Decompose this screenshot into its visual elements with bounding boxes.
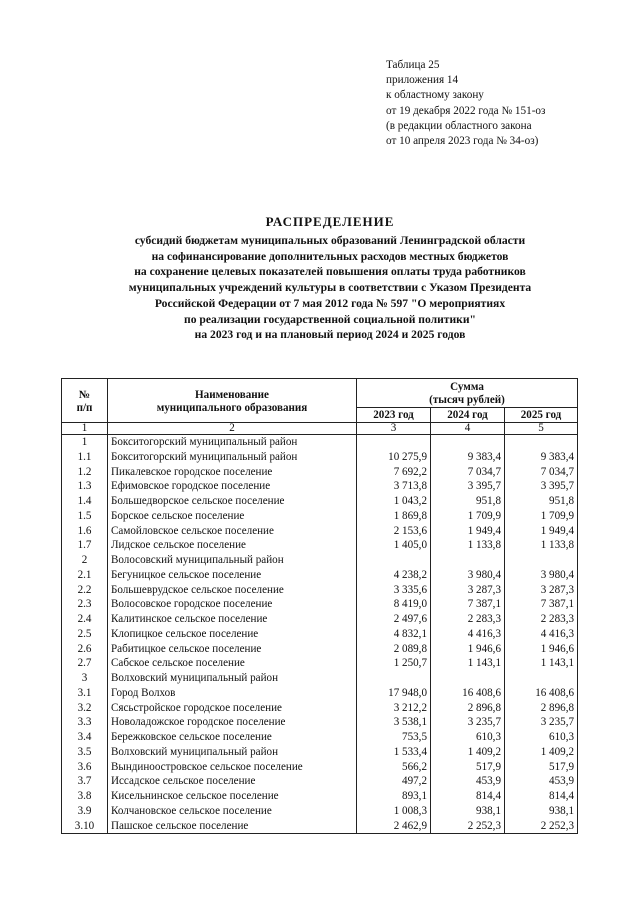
- table-row: [62, 701, 578, 716]
- row-value-2023: 3 713,8: [357, 479, 431, 494]
- table-row: [62, 450, 578, 465]
- row-number: 2.4: [62, 612, 108, 627]
- column-index: 3: [357, 423, 431, 435]
- header-note-line: Таблица 25: [386, 59, 440, 71]
- row-value-2023: [357, 553, 431, 568]
- header-note-line: (в редакции областного закона: [386, 119, 532, 132]
- title-line: муниципальных учреждений культуры в соответствии с Указом Президента: [128, 281, 532, 295]
- row-number: 3.7: [62, 774, 108, 789]
- title-line: Российской Федерации от 7 мая 2012 года № 597 "О мероприятиях: [154, 296, 506, 310]
- row-name: Большеврудское сельское поселение: [108, 583, 357, 598]
- row-name: Пикалевское городское поселение: [108, 465, 357, 480]
- row-value-2024: 610,3: [431, 730, 505, 745]
- document-title: [40, 213, 620, 343]
- row-value-2023: [357, 435, 431, 450]
- table-row: [62, 568, 578, 583]
- table-row: [62, 553, 578, 568]
- header-year: 2023 год: [357, 408, 431, 423]
- table-row: [62, 597, 578, 612]
- row-value-2023: 1 533,4: [357, 745, 431, 760]
- row-value-2023: 1 405,0: [357, 538, 431, 553]
- row-value-2025: 814,4: [505, 789, 578, 804]
- row-value-2024: 2 896,8: [431, 701, 505, 716]
- row-value-2025: 453,9: [505, 774, 578, 789]
- row-value-2024: [431, 435, 505, 450]
- table-row: [62, 715, 578, 730]
- row-number: 3.10: [62, 819, 108, 834]
- row-number: 3.1: [62, 686, 108, 701]
- row-number: 3.4: [62, 730, 108, 745]
- row-value-2025: 3 980,4: [505, 568, 578, 583]
- table-row: [62, 627, 578, 642]
- header-number: № п/п: [62, 379, 108, 423]
- table-row: [62, 774, 578, 789]
- row-value-2023: 1 250,7: [357, 656, 431, 671]
- row-value-2024: 7 034,7: [431, 465, 505, 480]
- row-value-2025: 7 034,7: [505, 465, 578, 480]
- row-value-2023: 753,5: [357, 730, 431, 745]
- row-value-2023: 2 089,8: [357, 642, 431, 657]
- row-value-2024: 1 133,8: [431, 538, 505, 553]
- row-value-2025: [505, 435, 578, 450]
- row-name: Большедворское сельское поселение: [108, 494, 357, 509]
- row-value-2025: 3 287,3: [505, 583, 578, 598]
- row-value-2024: 2 252,3: [431, 819, 505, 834]
- row-value-2024: 1 709,9: [431, 509, 505, 524]
- table-row: [62, 583, 578, 598]
- row-value-2023: 10 275,9: [357, 450, 431, 465]
- row-name: Кисельнинское сельское поселение: [108, 789, 357, 804]
- row-name: Волховский муниципальный район: [108, 671, 357, 686]
- row-name: Город Волхов: [108, 686, 357, 701]
- row-value-2025: [505, 671, 578, 686]
- header-name: Наименование муниципального образования: [108, 379, 357, 423]
- row-value-2025: 610,3: [505, 730, 578, 745]
- header-note-line: от 10 апреля 2023 года № 34-оз): [386, 135, 539, 148]
- row-value-2025: 9 383,4: [505, 450, 578, 465]
- table-row: [62, 524, 578, 539]
- row-value-2024: 3 395,7: [431, 479, 505, 494]
- row-value-2025: 1 143,1: [505, 656, 578, 671]
- row-value-2025: 2 252,3: [505, 819, 578, 834]
- table-row: [62, 730, 578, 745]
- row-number: 2: [62, 553, 108, 568]
- title-line: субсидий бюджетам муниципальных образований Ленинградской области: [134, 234, 526, 247]
- column-index: 5: [505, 423, 578, 435]
- row-name: Самойловское сельское поселение: [108, 524, 357, 539]
- title-main: РАСПРЕДЕЛЕНИЕ: [265, 214, 395, 229]
- row-number: 1.4: [62, 494, 108, 509]
- row-name: Бокситогорский муниципальный район: [108, 450, 357, 465]
- row-number: 3.6: [62, 760, 108, 775]
- table-row: [62, 804, 578, 819]
- row-name: Клопицкое сельское поселение: [108, 627, 357, 642]
- row-value-2024: 3 287,3: [431, 583, 505, 598]
- row-number: 2.7: [62, 656, 108, 671]
- row-number: 3: [62, 671, 108, 686]
- header-year: 2024 год: [431, 408, 505, 423]
- row-number: 3.9: [62, 804, 108, 819]
- title-line: по реализации государственной социальной политики": [184, 312, 476, 326]
- row-value-2024: 1 409,2: [431, 745, 505, 760]
- table-body: [62, 435, 578, 834]
- table-row: [62, 671, 578, 686]
- row-value-2023: 8 419,0: [357, 597, 431, 612]
- row-value-2025: 1 946,6: [505, 642, 578, 657]
- row-value-2025: 7 387,1: [505, 597, 578, 612]
- header-note: [386, 58, 545, 149]
- row-name: Новоладожское городское поселение: [108, 715, 357, 730]
- row-value-2023: 3 335,6: [357, 583, 431, 598]
- row-name: Вындиноостровское сельское поселение: [108, 760, 357, 775]
- row-value-2025: 938,1: [505, 804, 578, 819]
- row-value-2023: 1 869,8: [357, 509, 431, 524]
- row-number: 2.5: [62, 627, 108, 642]
- row-value-2024: 938,1: [431, 804, 505, 819]
- header-note-line: от 19 декабря 2022 года № 151-оз: [386, 104, 546, 117]
- row-value-2024: 4 416,3: [431, 627, 505, 642]
- header-note-line: приложения 14: [386, 74, 459, 87]
- row-number: 1.7: [62, 538, 108, 553]
- row-value-2023: [357, 671, 431, 686]
- row-number: 1.2: [62, 465, 108, 480]
- row-value-2024: 453,9: [431, 774, 505, 789]
- table-row: [62, 494, 578, 509]
- row-value-2023: 4 832,1: [357, 627, 431, 642]
- row-number: 2.1: [62, 568, 108, 583]
- title-line: на 2023 год и на плановый период 2024 и 2025 годов: [194, 328, 466, 342]
- row-value-2024: [431, 671, 505, 686]
- row-value-2023: 893,1: [357, 789, 431, 804]
- table-row: [62, 465, 578, 480]
- table-row: [62, 612, 578, 627]
- row-name: Борское сельское поселение: [108, 509, 357, 524]
- distribution-table: [61, 378, 578, 834]
- row-value-2024: 9 383,4: [431, 450, 505, 465]
- table-row: [62, 760, 578, 775]
- row-value-2025: 1 709,9: [505, 509, 578, 524]
- row-name: Волосовский муниципальный район: [108, 553, 357, 568]
- row-value-2025: 2 283,3: [505, 612, 578, 627]
- row-value-2025: 1 133,8: [505, 538, 578, 553]
- row-name: Бережковское сельское поселение: [108, 730, 357, 745]
- table-row: [62, 538, 578, 553]
- table-row: [62, 642, 578, 657]
- table-row: [62, 819, 578, 834]
- row-number: 3.2: [62, 701, 108, 716]
- row-value-2023: 3 212,2: [357, 701, 431, 716]
- row-number: 2.6: [62, 642, 108, 657]
- row-number: 3.8: [62, 789, 108, 804]
- row-value-2025: 3 395,7: [505, 479, 578, 494]
- table-row: [62, 789, 578, 804]
- row-value-2023: 4 238,2: [357, 568, 431, 583]
- row-value-2024: 2 283,3: [431, 612, 505, 627]
- row-value-2023: 566,2: [357, 760, 431, 775]
- row-name: Сабское сельское поселение: [108, 656, 357, 671]
- row-value-2023: 2 497,6: [357, 612, 431, 627]
- row-name: Иссадское сельское поселение: [108, 774, 357, 789]
- row-value-2024: 1 949,4: [431, 524, 505, 539]
- row-name: Колчановское сельское поселение: [108, 804, 357, 819]
- row-value-2024: 1 143,1: [431, 656, 505, 671]
- table-row: [62, 686, 578, 701]
- row-value-2024: [431, 553, 505, 568]
- row-value-2024: 3 235,7: [431, 715, 505, 730]
- column-index: 1: [62, 423, 108, 435]
- title-line: на сохранение целевых показателей повышения оплаты труда работников: [134, 265, 526, 279]
- row-value-2024: 3 980,4: [431, 568, 505, 583]
- row-name: Бегуницкое сельское поселение: [108, 568, 357, 583]
- row-number: 1.3: [62, 479, 108, 494]
- table-row: [62, 479, 578, 494]
- row-name: Волосовское городское поселение: [108, 597, 357, 612]
- row-value-2024: 951,8: [431, 494, 505, 509]
- row-value-2024: 814,4: [431, 789, 505, 804]
- row-value-2023: 1 008,3: [357, 804, 431, 819]
- row-name: Бокситогорский муниципальный район: [108, 435, 357, 450]
- row-value-2025: 517,9: [505, 760, 578, 775]
- row-number: 1.6: [62, 524, 108, 539]
- row-number: 1: [62, 435, 108, 450]
- row-value-2023: 2 153,6: [357, 524, 431, 539]
- row-number: 3.5: [62, 745, 108, 760]
- header-year: 2025 год: [505, 408, 578, 423]
- header-sum: Сумма (тысяч рублей): [357, 379, 578, 408]
- row-name: Пашское сельское поселение: [108, 819, 357, 834]
- column-index: 2: [108, 423, 357, 435]
- row-name: Ефимовское городское поселение: [108, 479, 357, 494]
- row-number: 1.1: [62, 450, 108, 465]
- row-value-2025: 1 949,4: [505, 524, 578, 539]
- table-row: [62, 656, 578, 671]
- row-number: 2.3: [62, 597, 108, 612]
- row-value-2024: 7 387,1: [431, 597, 505, 612]
- row-value-2023: 2 462,9: [357, 819, 431, 834]
- column-index: 4: [431, 423, 505, 435]
- row-value-2025: 951,8: [505, 494, 578, 509]
- table-row: [62, 745, 578, 760]
- row-name: Волховский муниципальный район: [108, 745, 357, 760]
- table-row: [62, 509, 578, 524]
- row-value-2024: 16 408,6: [431, 686, 505, 701]
- row-name: Сясьстройское городское поселение: [108, 701, 357, 716]
- row-name: Рабитицкое сельское поселение: [108, 642, 357, 657]
- row-value-2025: 1 409,2: [505, 745, 578, 760]
- row-value-2024: 517,9: [431, 760, 505, 775]
- row-value-2025: 16 408,6: [505, 686, 578, 701]
- row-value-2023: 17 948,0: [357, 686, 431, 701]
- row-value-2024: 1 946,6: [431, 642, 505, 657]
- row-value-2023: 497,2: [357, 774, 431, 789]
- row-value-2025: [505, 553, 578, 568]
- row-value-2023: 1 043,2: [357, 494, 431, 509]
- row-value-2025: 3 235,7: [505, 715, 578, 730]
- row-value-2025: 4 416,3: [505, 627, 578, 642]
- row-name: Калитинское сельское поселение: [108, 612, 357, 627]
- row-value-2025: 2 896,8: [505, 701, 578, 716]
- row-value-2023: 3 538,1: [357, 715, 431, 730]
- row-name: Лидское сельское поселение: [108, 538, 357, 553]
- row-number: 2.2: [62, 583, 108, 598]
- title-line: на софинансирование дополнительных расходов местных бюджетов: [151, 249, 509, 263]
- table-row: [62, 435, 578, 450]
- row-number: 1.5: [62, 509, 108, 524]
- row-number: 3.3: [62, 715, 108, 730]
- header-note-line: к областному закону: [386, 89, 484, 102]
- row-value-2023: 7 692,2: [357, 465, 431, 480]
